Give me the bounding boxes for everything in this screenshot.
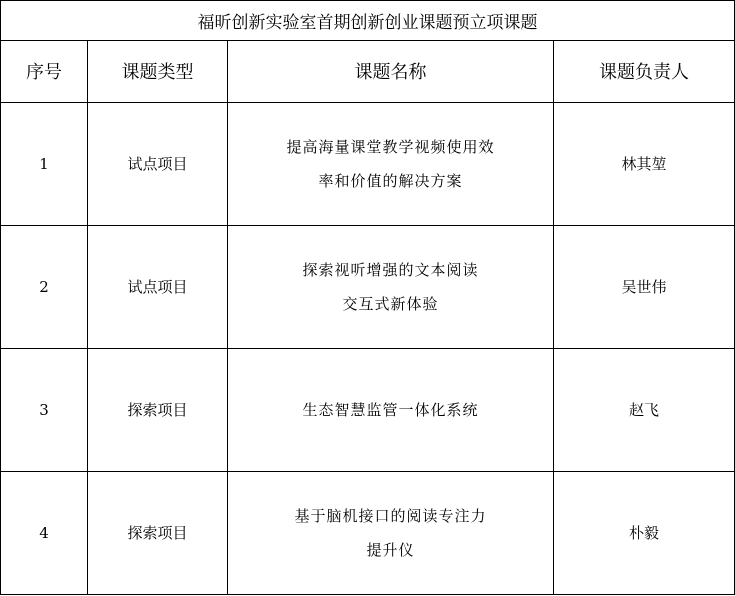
project-name-line: 基于脑机接口的阅读专注力 <box>294 506 487 525</box>
table-row <box>1 225 735 348</box>
row-leader: 赵飞 <box>554 348 735 471</box>
row-type: 试点项目 <box>88 102 228 225</box>
project-name-line: 探索视听增强的文本阅读 <box>302 260 479 279</box>
project-name-line: 交互式新体验 <box>342 294 439 313</box>
row-number: 4 <box>1 471 88 594</box>
table-row <box>1 471 735 594</box>
table-header-row <box>1 40 735 102</box>
project-name-line: 率和价值的解决方案 <box>318 171 463 190</box>
header-type: 课题类型 <box>88 40 228 102</box>
row-project-name <box>228 225 554 348</box>
project-name-line: 提高海量课堂教学视频使用效 <box>286 137 495 156</box>
row-project-name <box>228 102 554 225</box>
row-project-name <box>228 471 554 594</box>
row-leader: 朴毅 <box>554 471 735 594</box>
table-title-row <box>1 1 735 41</box>
row-number: 3 <box>1 348 88 471</box>
row-number: 2 <box>1 225 88 348</box>
project-name-line: 生态智慧监管一体化系统 <box>302 400 479 419</box>
header-name: 课题名称 <box>228 40 554 102</box>
table-title: 福昕创新实验室首期创新创业课题预立项课题 <box>1 1 735 41</box>
table-row <box>1 102 735 225</box>
row-leader: 林其堃 <box>554 102 735 225</box>
row-type: 试点项目 <box>88 225 228 348</box>
header-number: 序号 <box>1 40 88 102</box>
row-type: 探索项目 <box>88 348 228 471</box>
project-name-line: 提升仪 <box>366 540 415 559</box>
row-number: 1 <box>1 102 88 225</box>
row-project-name <box>228 348 554 471</box>
table-row <box>1 348 735 471</box>
header-leader: 课题负责人 <box>554 40 735 102</box>
row-type: 探索项目 <box>88 471 228 594</box>
row-leader: 吴世伟 <box>554 225 735 348</box>
